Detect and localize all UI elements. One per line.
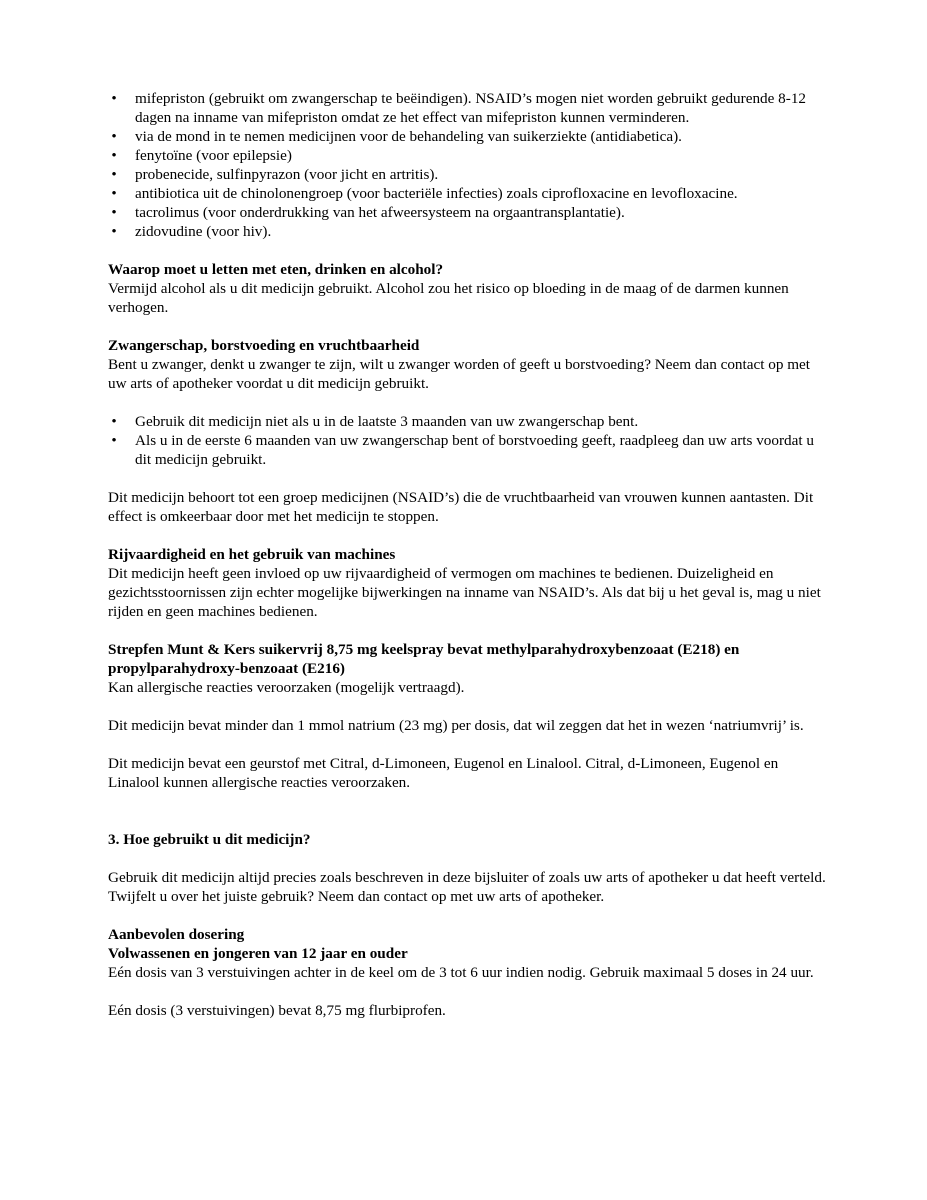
fragrance-text: Dit medicijn bevat een geurstof met Citral, d-Limoneen, Eugenol en Linalool. Citral, d-Limoneen, Eugenol en Linalool kunnen allergische reacties veroorzaken.	[108, 755, 779, 791]
list-item	[108, 412, 828, 431]
list-item-text: tacrolimus (voor onderdrukking van het afweersysteem na orgaantransplantatie).	[135, 204, 625, 221]
adults-text: Eén dosis van 3 verstuivingen achter in de keel om de 3 tot 6 uur indien nodig. Gebruik maximaal 5 doses in 24 uur.	[108, 964, 814, 981]
bullet-icon: •	[111, 185, 117, 202]
dosage-heading: Aanbevolen dosering	[108, 926, 245, 943]
fertility-text: Dit medicijn behoort tot een groep medicijnen (NSAID’s) die de vruchtbaarheid van vrouwen kunnen aantasten. Dit effect is omkeerbaar door met het medicijn te stoppen.	[108, 489, 814, 525]
sodium-text: Dit medicijn bevat minder dan 1 mmol natrium (23 mg) per dosis, dat wil zeggen dat het in wezen ‘natriumvrij’ is.	[108, 717, 804, 734]
driving-heading: Rijvaardigheid en het gebruik van machines	[108, 546, 396, 563]
interactions-list	[108, 89, 828, 241]
bullet-icon: •	[111, 166, 117, 183]
leaflet-page	[108, 89, 828, 1020]
list-item-text: fenytoïne (voor epilepsie)	[135, 147, 292, 164]
adults-heading: Volwassenen en jongeren van 12 jaar en ouder	[108, 945, 408, 962]
list-item	[108, 165, 828, 184]
list-item-text: via de mond in te nemen medicijnen voor de behandeling van suikerziekte (antidiabetica).	[135, 128, 682, 145]
pregnancy-heading: Zwangerschap, borstvoeding en vruchtbaarheid	[108, 337, 420, 354]
list-item	[108, 89, 828, 127]
list-item-text: zidovudine (voor hiv).	[135, 223, 272, 240]
list-item	[108, 431, 828, 469]
list-item-text: mifepriston (gebruikt om zwangerschap te beëindigen). NSAID’s mogen niet worden gebruikt gedurende 8-12 dagen na inname van mifepriston omdat ze het effect van mifepriston kunnen verminderen.	[135, 90, 807, 126]
list-item-text: Als u in de eerste 6 maanden van uw zwangerschap bent of borstvoeding geeft, raadpleeg dan uw arts voordat u dit medicijn gebruikt.	[135, 432, 814, 468]
list-item	[108, 127, 828, 146]
bullet-icon: •	[111, 128, 117, 145]
excipients-heading: Strepfen Munt & Kers suikervrij 8,75 mg keelspray bevat methylparahydroxybenzoaat (E218) en propylparahydroxy-benzoaat (E216)	[108, 641, 740, 677]
pregnancy-text: Bent u zwanger, denkt u zwanger te zijn, wilt u zwanger worden of geeft u borstvoeding? Neem dan contact op met uw arts of apotheker voordat u dit medicijn gebruikt.	[108, 356, 810, 392]
bullet-icon: •	[111, 90, 117, 107]
alcohol-text: Vermijd alcohol als u dit medicijn gebruikt. Alcohol zou het risico op bloeding in de maag of de darmen kunnen verhogen.	[108, 280, 789, 316]
list-item	[108, 146, 828, 165]
bullet-icon: •	[111, 204, 117, 221]
list-item-text: antibiotica uit de chinolonengroep (voor bacteriële infecties) zoals ciprofloxacine en levofloxacine.	[135, 185, 738, 202]
section-3-text: Gebruik dit medicijn altijd precies zoals beschreven in deze bijsluiter of zoals uw arts of apotheker u dat heeft verteld. Twijfelt u over het juiste gebruik? Neem dan contact op met uw arts of apotheker.	[108, 869, 826, 905]
bullet-icon: •	[111, 432, 117, 449]
list-item	[108, 184, 828, 203]
alcohol-heading: Waarop moet u letten met eten, drinken en alcohol?	[108, 261, 444, 278]
section-3-heading: 3. Hoe gebruikt u dit medicijn?	[108, 831, 311, 848]
list-item	[108, 222, 828, 241]
bullet-icon: •	[111, 413, 117, 430]
list-item-text: Gebruik dit medicijn niet als u in de laatste 3 maanden van uw zwangerschap bent.	[135, 413, 639, 430]
pregnancy-list	[108, 412, 828, 469]
list-item-text: probenecide, sulfinpyrazon (voor jicht en artritis).	[135, 166, 439, 183]
excipients-text: Kan allergische reacties veroorzaken (mogelijk vertraagd).	[108, 679, 465, 696]
list-item	[108, 203, 828, 222]
dose-text: Eén dosis (3 verstuivingen) bevat 8,75 mg flurbiprofen.	[108, 1002, 446, 1019]
bullet-icon: •	[111, 147, 117, 164]
driving-text: Dit medicijn heeft geen invloed op uw rijvaardigheid of vermogen om machines te bedienen. Duizeligheid en gezichtsstoornissen zijn echter mogelijke bijwerkingen na inname van NSAID’s. Als dat bij u het geval is, mag u niet rijden en geen machines bedienen.	[108, 565, 821, 620]
bullet-icon: •	[111, 223, 117, 240]
